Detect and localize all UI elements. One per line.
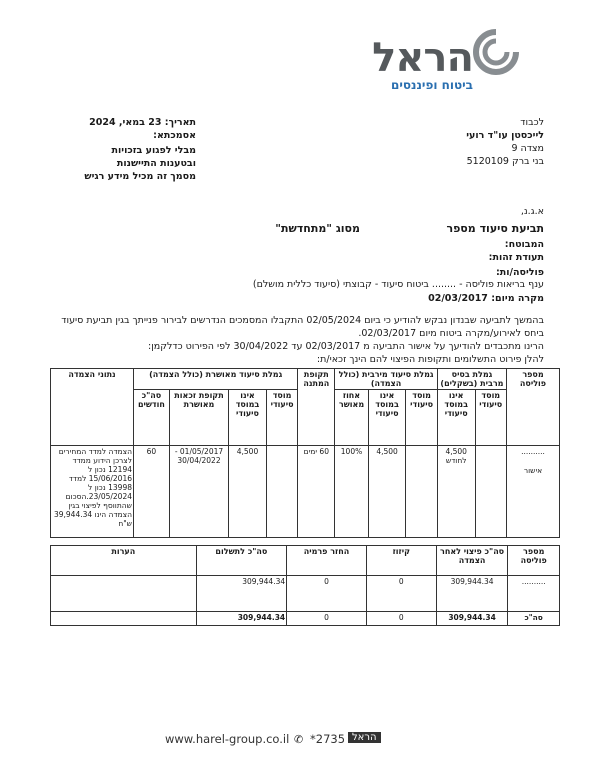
offset-cell: 0 [366,576,436,612]
col-policy-header: מספר פוליסה [508,546,560,576]
approved-inst-cell [266,446,297,538]
company-logo-subtitle: ביטוח ופיננסים [390,78,473,92]
col-notes-header: הערות [51,546,197,576]
legal-notice [56,144,196,183]
letter-date-block [56,116,196,142]
col-total-header: סה"כ פיצוי לאחר הצמדה [436,546,508,576]
legal-notice-line: ובטענות התיישנות [116,158,196,169]
recipient-city: בני ברק 5120109 [466,156,544,167]
table-row [51,446,560,538]
approved-notinst-cell: 4,500 [229,446,267,538]
col-pay-header: סה"כ לתשלום [196,546,287,576]
body-paragraph: הרינו מתכבדים להודיעך על אישור התביעה מ 02/03/2017 עד 30/04/2022 לפי הפירוט כדלקמן: [148,341,544,352]
sub-inst: מוסד סיעודי [475,390,506,446]
period-cell: 01/05/2017 - 30/04/2022 [169,446,228,538]
months-cell: 60 [134,446,170,538]
sub-notinst: אינו במוסד סיעודי [368,390,406,446]
index-cell: הצמדה למדד המחירים לצרכן הידוע ממדד 12194 נכון ל 15/06/2016 למדד 13998 נכון ל 23/05/2024.הסכום שהתווסף לפיצוי בגין הצמדה הינו 39,944.34 ש"ח [51,446,134,538]
policies-label: פוליסה/ות: [495,267,544,278]
id-label: תעודת זהות: [488,252,544,263]
recipient-name: לייכסטן עו"ד רועי [466,130,544,141]
totals-pay: 309,944.34 [196,612,287,626]
footer-phone: *2735 [310,732,346,746]
totals-refund: 0 [287,612,367,626]
sub-notinst: אינו במוסד סיעודי [437,390,475,446]
totals-row [51,612,560,626]
sub-inst: מוסד סיעודי [406,390,437,446]
total-cell: 309,944.34 [436,576,508,612]
col-offset-header: קיזוז [366,546,436,576]
col-policy-header: מספר פוליסה [507,369,560,446]
footer-url: www.harel-group.co.il [165,732,290,746]
base-notinst-cell: 4,500 לחודש [437,446,475,538]
body-paragraph: בהמשך לתביעה שבנדון נבקש להודיע כי ביום 02/05/2024 התקבלו המסמכים הנדרשים לבירור פנייתך בגין תביעת סיעוד [61,315,544,326]
recipient-block [344,116,544,168]
col-refund-header: החזר פרמיה [287,546,367,576]
letter-body [44,314,544,366]
body-paragraph: ביחס לאירוע/מקרה ביטוח מיום 02/03/2017. [358,328,544,339]
sub-period: תקופת זכאות מאושרת [169,390,228,446]
footer-brand: הראל [348,732,381,743]
harel-logo-icon [472,28,520,76]
claim-number-label: תביעת סיעוד מספר [446,222,544,235]
reference-label: אסמכתא: [153,130,196,141]
col-wait-header: תקופת המתנה [298,369,335,446]
body-paragraph: להלן פירוט התשלומים ותקופות הפיצוי להם הינך זכאי/ת: [316,354,544,365]
payment-summary-table [50,545,560,626]
base-inst-cell [475,446,506,538]
sub-inst: מוסד סיעודי [266,390,297,446]
pct-cell: 100% [335,446,368,538]
policy-cell [507,446,560,538]
sub-pct: אחוז מאושר [335,390,368,446]
totals-label: סה"כ [508,612,560,626]
wait-cell: 60 ימים [298,446,335,538]
greeting: א.ג.נ, [520,206,544,217]
claim-status: אישור [523,466,543,475]
legal-notice-line: מבלי לפגוע בזכויות [111,145,196,156]
recipient-line: לכבוד [520,117,544,128]
table-row [51,576,560,612]
refund-cell: 0 [287,576,367,612]
totals-offset: 0 [366,612,436,626]
letter-date: תאריך: 23 במאי, 2024 [89,117,196,128]
totals-total: 309,944.34 [436,612,508,626]
insured-label: המבוטח: [504,239,544,250]
pay-cell: 309,944.34 [196,576,287,612]
policy-cell: .......... [508,576,560,612]
max-inst-cell [406,446,437,538]
col-index-header: נתוני הצמדה [51,369,134,446]
recipient-street: מצדה 9 [511,143,544,154]
col-approved-header: גמלת סיעוד מאושרת (כולל הצמדה) [134,369,298,390]
col-base-header: גמלת בסיס מרבית (בשקלים) [437,369,506,390]
policy-number: .......... [521,447,545,456]
branch-line: ענף בריאות פוליסה - ........ ביטוח סיעוד - קבוצתי (סיעוד כללית מושלם) [252,279,544,290]
sub-months: סה"כ חודשים [134,390,170,446]
max-notinst-cell: 4,500 [368,446,406,538]
legal-notice-line: מסמך זה מכיל מידע רגיש [84,171,196,182]
payment-details-table [50,368,560,538]
sub-notinst: אינו במוסד סיעודי [229,390,267,446]
phone-icon: ✆ [294,733,304,746]
event-date: מקרה מיום: 02/03/2017 [428,293,544,304]
claim-type-label: מסוג "מתחדשת" [275,222,360,235]
company-logo-text: הראל [372,35,473,81]
totals-notes [51,612,197,626]
notes-cell [51,576,197,612]
col-max-header: גמלת סיעוד מירבית (כולל הצמדה) [335,369,438,390]
claim-fields [64,238,544,279]
